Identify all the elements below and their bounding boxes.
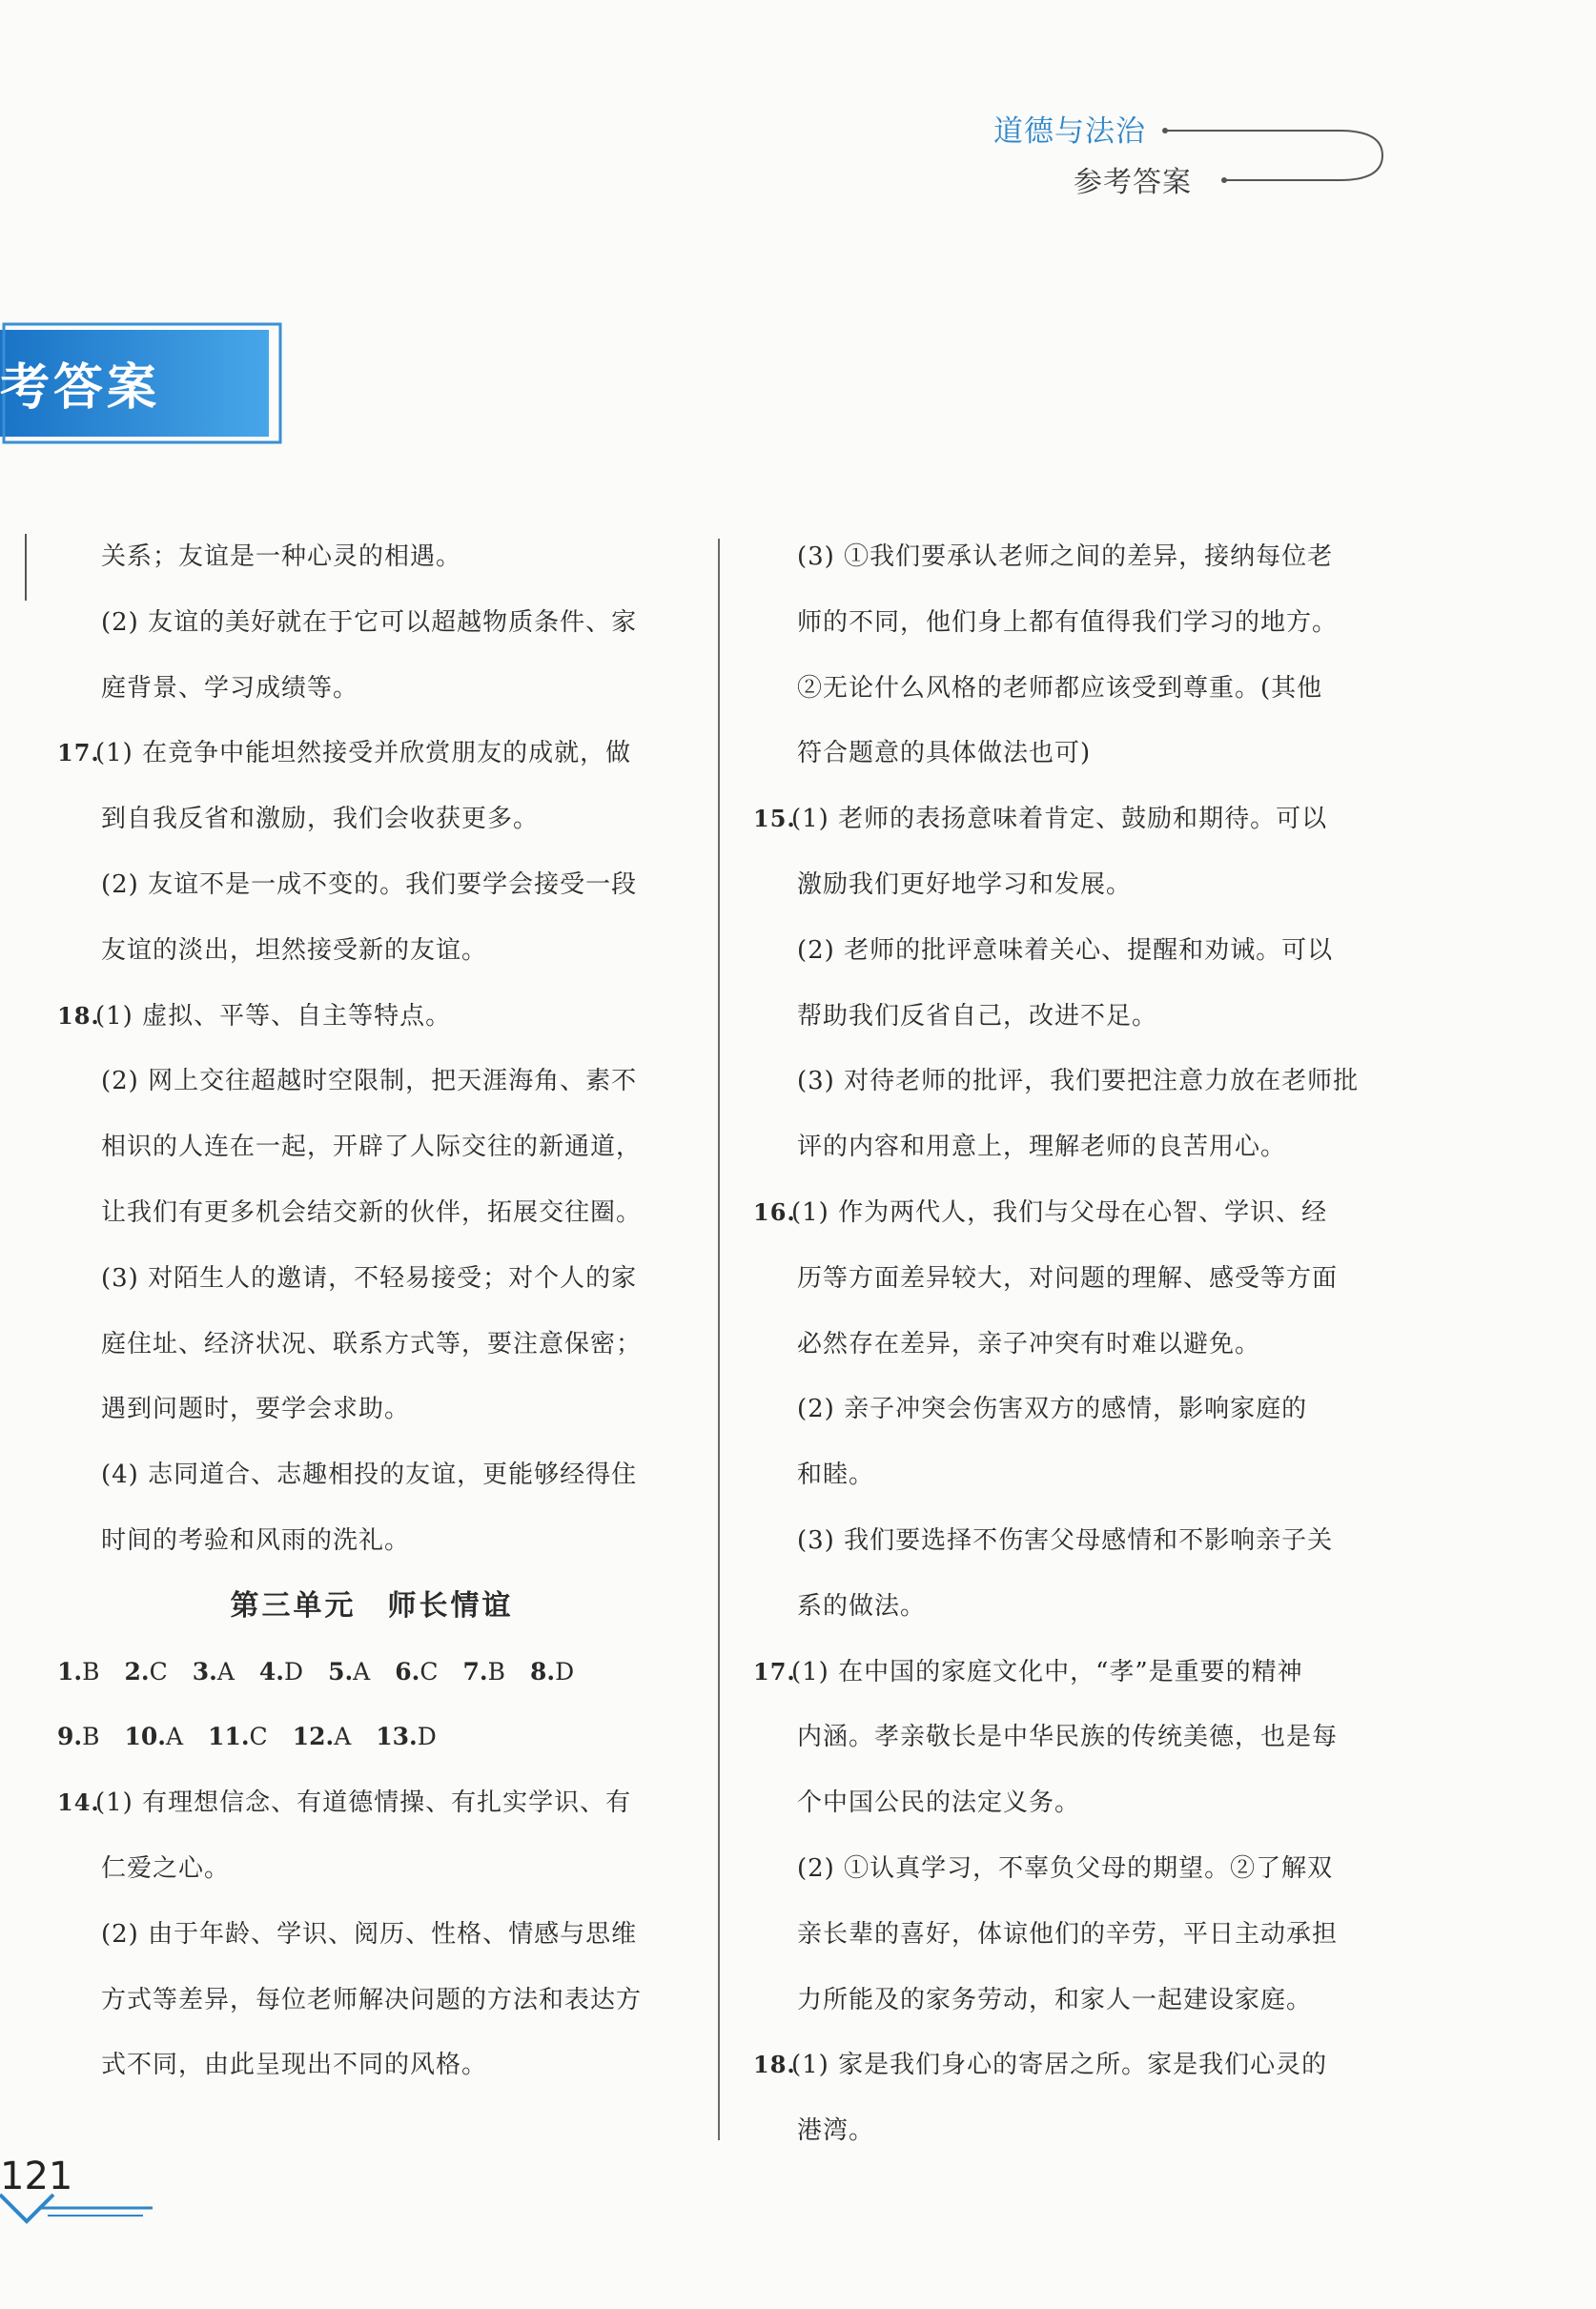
answer-line [57,596,686,662]
answer-text: 仁爱之心。 [101,1853,231,1883]
answer-text: (2) 网上交往超越时空限制，把天涯海角、素不 [101,1067,638,1096]
question-number: 15. [753,805,796,833]
answer-text: 遇到问题时，要学会求助。 [101,1395,411,1424]
answer-line [57,1054,686,1120]
answer-line [753,1908,1382,1973]
answer-text: (2) ①认真学习，不辜负父母的期望。②了解双 [797,1853,1334,1883]
answer-line [57,1120,686,1186]
answer-line [753,726,1382,792]
answer-line [753,1252,1382,1318]
multiple-choice-answer: 13.D [376,1723,437,1751]
question-number: 17. [57,739,100,767]
banner-title: 考答案 [0,359,161,417]
answer-text: 帮助我们反省自己，改进不足。 [797,1001,1158,1031]
question-number: 14. [57,1788,100,1817]
answer-text: 评的内容和用意上，理解老师的良苦用心。 [797,1133,1287,1162]
answer-line [753,1776,1382,1842]
header-subtitle: 参考答案 [1074,166,1192,199]
answer-text: (4) 志同道合、志趣相投的友谊，更能够经得住 [101,1461,638,1490]
answer-text: (3) 对待老师的批评，我们要把注意力放在老师批 [797,1067,1360,1096]
multiple-choice-answer: 11.C [208,1723,268,1751]
column-divider [718,539,720,2140]
answer-line [57,1448,686,1514]
answer-line [57,662,686,727]
answer-text: 到自我反省和激励，我们会收获更多。 [101,805,540,834]
unit-title: 第三单元 师长情谊 [230,1588,514,1623]
answer-text: (2) 亲子冲突会伤害双方的感情，影响家庭的 [797,1395,1308,1424]
answer-line [57,1186,686,1252]
answer-line-numbered [57,990,686,1055]
multiple-choice-answer: 12.A [292,1723,352,1751]
answer-text: ②无论什么风格的老师都应该受到尊重。(其他 [797,673,1323,703]
answer-line [57,924,686,990]
multiple-choice-answer: 2.C [124,1657,168,1686]
answer-line [57,858,686,924]
answer-text: (3) 对陌生人的邀请，不轻易接受；对个人的家 [101,1263,638,1293]
question-number: 16. [753,1197,796,1226]
multiple-choice-row [57,1645,686,1711]
answer-text: 历等方面差异较大，对问题的理解、感受等方面 [797,1263,1339,1293]
left-column [57,530,686,2104]
answer-text: 庭住址、经济状况、联系方式等，要注意保密； [101,1329,643,1359]
answer-text: (2) 友谊的美好就在于它可以超越物质条件、家 [101,607,638,637]
answer-text: 师的不同，他们身上都有值得我们学习的地方。 [797,607,1339,637]
answer-text: 相识的人连在一起，开辟了人际交往的新通道， [101,1133,643,1162]
answer-line [57,1252,686,1318]
answer-line [753,1054,1382,1120]
answer-text: 必然存在差异，亲子冲突有时难以避免。 [797,1329,1261,1359]
multiple-choice-answer: 3.A [192,1657,235,1686]
multiple-choice-answer: 7.B [462,1657,505,1686]
answer-text: 和睦。 [797,1461,875,1490]
answer-line [753,596,1382,662]
answer-text: (2) 老师的批评意味着关心、提醒和劝诫。可以 [797,935,1334,965]
question-number: 18. [753,2051,796,2079]
answer-line-numbered [57,726,686,792]
answer-line-numbered [753,1186,1382,1252]
answer-line-numbered [57,1776,686,1842]
multiple-choice-row [57,1710,686,1776]
answer-line [57,1973,686,2039]
multiple-choice-answer: 6.C [395,1657,439,1686]
answer-line [753,1973,1382,2039]
answer-text: 内涵。孝亲敬长是中华民族的传统美德，也是每 [797,1723,1339,1752]
answer-text: 方式等差异，每位老师解决问题的方法和表达方 [101,1985,643,2014]
answer-line [57,1842,686,1908]
page-number-chevron-decoration [0,2193,162,2227]
answer-line [753,1448,1382,1514]
answer-line [753,924,1382,990]
page-number: 121 [0,2155,73,2198]
answer-text: (2) 由于年龄、学识、阅历、性格、情感与思维 [101,1919,638,1949]
answer-line [57,1514,686,1580]
answer-text: (1) 作为两代人，我们与父母在心智、学识、经 [791,1197,1328,1227]
answer-line [753,1318,1382,1383]
header-subject: 道德与法治 [993,114,1146,149]
answer-text: 符合题意的具体做法也可) [797,739,1092,768]
answer-line-numbered [753,2038,1382,2104]
answer-text: 庭背景、学习成绩等。 [101,673,359,703]
multiple-choice-answer: 10.A [124,1723,184,1751]
multiple-choice-answer: 4.D [258,1657,304,1686]
answer-line [753,1514,1382,1580]
answer-line [753,990,1382,1055]
answer-text: (1) 在竞争中能坦然接受并欣赏朋友的成就，做 [95,739,632,768]
answer-line-numbered [753,1645,1382,1711]
answer-text: (3) ①我们要承认老师之间的差异，接纳每位老 [797,542,1334,571]
answer-line [57,1318,686,1383]
header-bracket-decoration [0,0,1596,210]
answer-line [753,530,1382,596]
answer-line [753,2104,1382,2170]
answer-text: 力所能及的家务劳动，和家人一起建设家庭。 [797,1985,1313,2014]
answer-line [753,662,1382,727]
question-number: 17. [753,1657,796,1686]
answer-text: 港湾。 [797,2116,875,2146]
answer-text: 友谊的淡出，坦然接受新的友谊。 [101,935,488,965]
answer-line [753,1382,1382,1448]
answer-text: 时间的考验和风雨的洗礼。 [101,1525,411,1555]
answer-text: 关系；友谊是一种心灵的相遇。 [101,542,462,571]
answer-line [753,1710,1382,1776]
answer-line-numbered [753,792,1382,858]
answer-line [57,2038,686,2104]
answer-line [57,530,686,596]
answer-line [57,792,686,858]
answer-line [753,1842,1382,1908]
answer-text: (1) 家是我们身心的寄居之所。家是我们心灵的 [791,2051,1328,2080]
question-number: 18. [57,1001,100,1030]
answer-text: 式不同，由此呈现出不同的风格。 [101,2051,488,2080]
answer-text: 亲长辈的喜好，体谅他们的辛劳，平日主动承担 [797,1919,1339,1949]
answer-line [753,1580,1382,1645]
answer-text: (1) 虚拟、平等、自主等特点。 [95,1001,452,1031]
answer-text: (3) 我们要选择不伤害父母感情和不影响亲子关 [797,1525,1334,1555]
answer-text: (2) 友谊不是一成不变的。我们要学会接受一段 [101,869,638,899]
answer-line [753,858,1382,924]
answer-text: 系的做法。 [797,1591,927,1621]
answer-text: 激励我们更好地学习和发展。 [797,869,1133,899]
answer-text: (1) 有理想信念、有道德情操、有扎实学识、有 [95,1788,632,1818]
answer-text: (1) 在中国的家庭文化中，“孝”是重要的精神 [791,1657,1303,1686]
multiple-choice-answer: 9.B [57,1723,100,1751]
answer-line [57,1382,686,1448]
answer-text: 个中国公民的法定义务。 [797,1788,1081,1818]
answer-text: (1) 老师的表扬意味着肯定、鼓励和期待。可以 [791,805,1328,834]
multiple-choice-answer: 5.A [328,1657,371,1686]
multiple-choice-answer: 8.D [529,1657,575,1686]
answer-line [753,1120,1382,1186]
left-margin-rule [25,534,27,601]
answer-line [57,1908,686,1973]
multiple-choice-answer: 1.B [57,1657,100,1686]
right-column [753,530,1382,2170]
answer-text: 让我们有更多机会结交新的伙伴，拓展交往圈。 [101,1197,643,1227]
